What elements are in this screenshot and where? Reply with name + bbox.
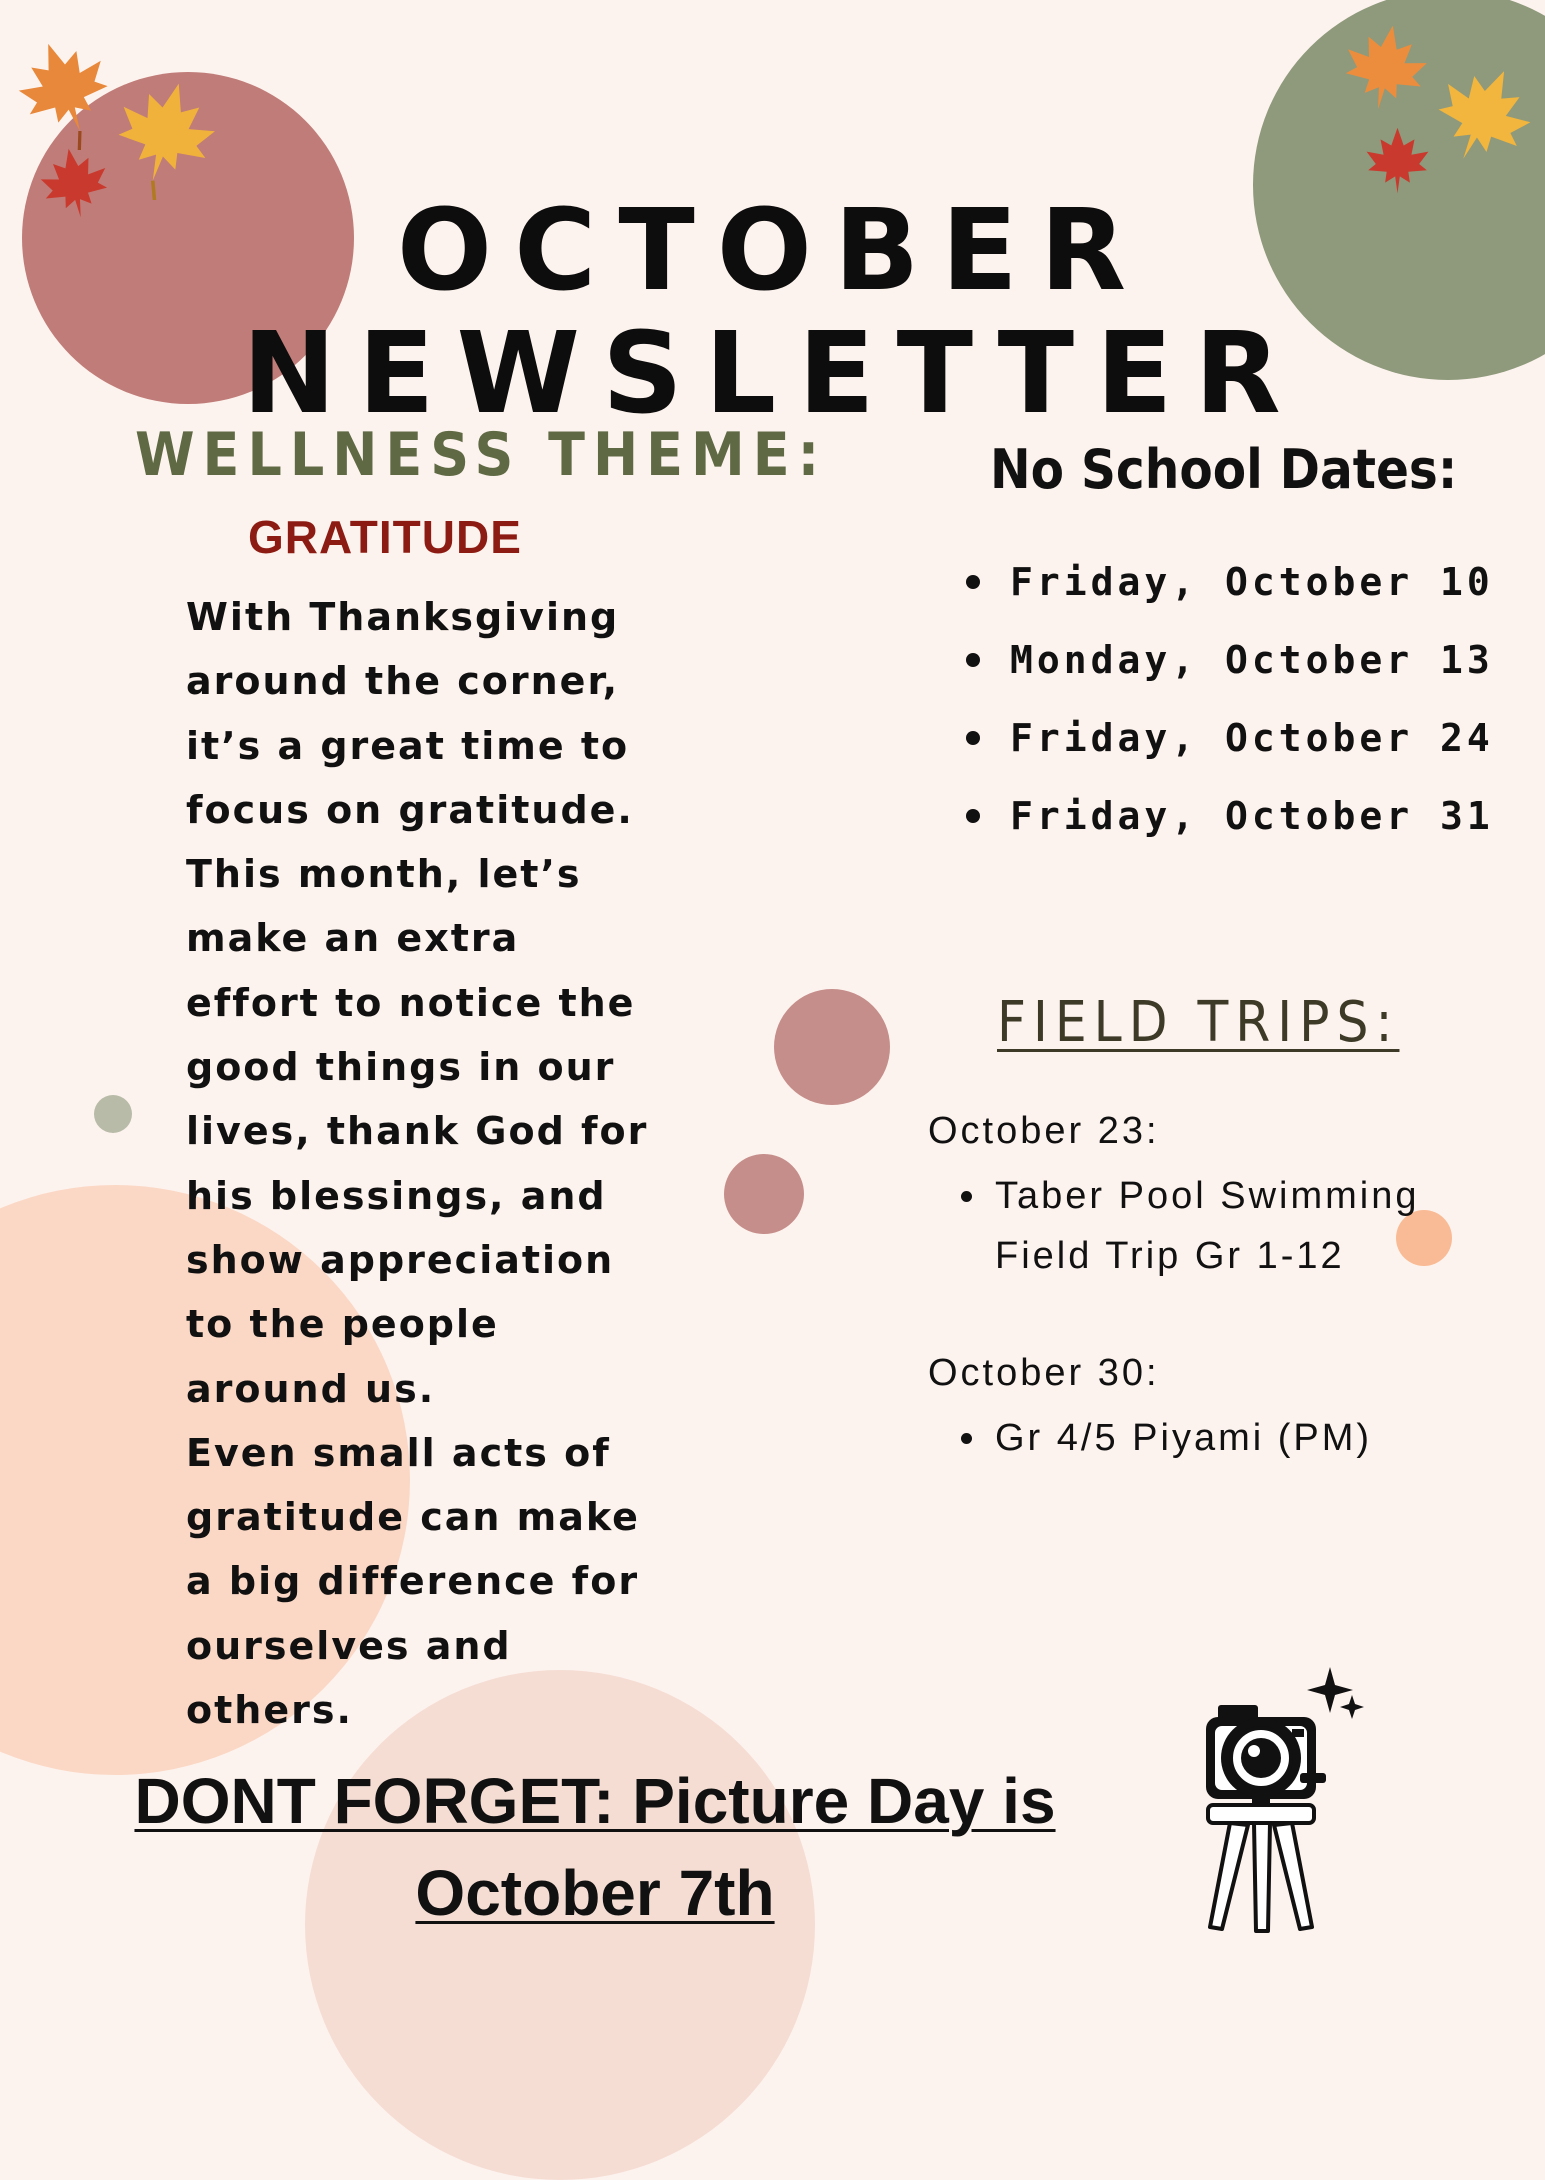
body-line: to the people [186,1302,499,1347]
reminder-line-1: DONT FORGET: Picture Day is [134,1765,1056,1837]
body-line: Even small acts of [186,1430,611,1475]
body-line: it’s a great time to [186,723,630,768]
camera-on-tripod-icon [1190,1665,1370,1935]
decor-dot-sage [94,1095,132,1133]
trip-list [955,1166,1515,1286]
trip-date: October 30: [928,1352,1160,1394]
body-line: good things in our [186,1045,616,1090]
sparkle-icon [1340,1695,1364,1719]
decor-dot-rose-1 [774,989,890,1105]
no-school-list [960,555,1494,867]
no-school-heading: No School Dates: [990,438,1458,501]
body-line: around us. [186,1366,436,1411]
list-item: Friday, October 31 [960,789,1494,867]
list-item: Gr 4/5 Piyami (PM) [955,1408,1515,1468]
body-line: With Thanksgiving [186,595,620,639]
reminder-line-2: October 7th [415,1857,775,1929]
list-item: Monday, October 13 [960,633,1494,711]
wellness-heading: WELLNESS THEME: [135,420,828,490]
page-title: OCTOBER NEWSLETTER [242,186,1303,440]
list-item: Friday, October 24 [960,711,1494,789]
body-line: focus on gratitude. [186,787,634,832]
body-line: around the corner, [186,659,620,704]
picture-day-reminder [80,1755,1110,1939]
body-line: show appreciation [186,1237,615,1282]
body-line: others. [186,1688,353,1733]
wellness-theme: GRATITUDE [248,511,522,563]
body-line: a big difference for [186,1559,640,1604]
field-trips-heading: FIELD TRIPS: [997,990,1400,1055]
body-line: This month, let’s [186,852,582,897]
body-line: effort to notice the [186,980,636,1025]
trip-date: October 23: [928,1110,1160,1152]
body-line: lives, thank God for [186,1109,649,1154]
list-item: Taber Pool Swimming Field Trip Gr 1-12 [955,1166,1515,1286]
body-line: make an extra [186,916,520,961]
wellness-body [186,585,706,1742]
body-line: gratitude can make [186,1495,640,1540]
trip-list [955,1408,1515,1468]
list-item: Friday, October 10 [960,555,1494,633]
body-line: ourselves and [186,1623,512,1668]
body-line: his blessings, and [186,1173,607,1218]
decor-dot-rose-2 [724,1154,804,1234]
